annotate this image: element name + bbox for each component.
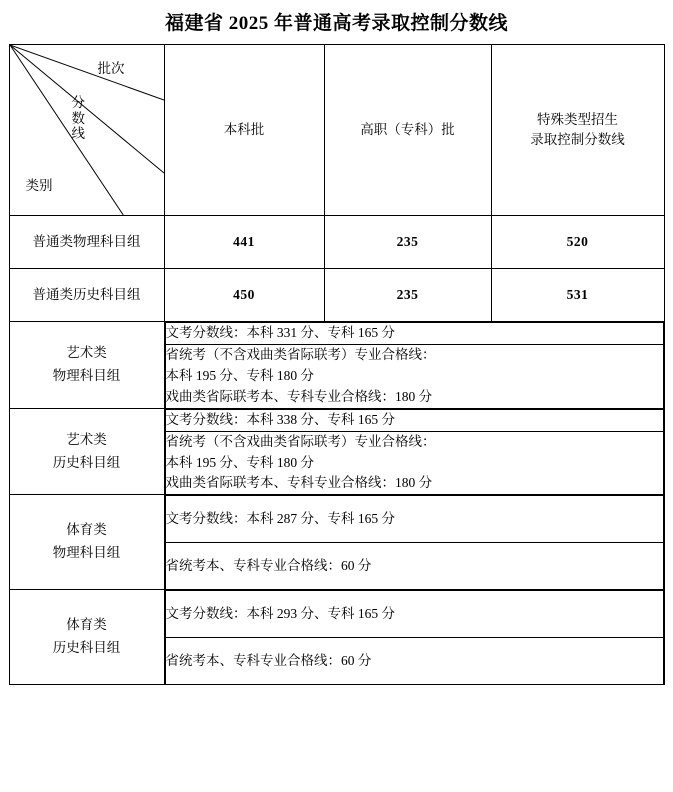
- detail-cell-tiyu-wuli: [164, 495, 664, 590]
- detail-block-wenkao: [165, 591, 663, 638]
- detail-line: 本科 195 分、专科 180 分: [165, 367, 314, 383]
- detail-block-wenkao: [165, 496, 663, 543]
- detail-line: 本科 195 分、专科 180 分: [165, 454, 314, 470]
- detail-block: [165, 409, 663, 431]
- detail-block-zhuanye: [165, 543, 663, 590]
- row-category-yishu-lishi: 艺术类 历史科目组: [9, 408, 164, 495]
- detail-line: 戏曲类省际联考本、专科专业合格线：180 分: [165, 388, 433, 404]
- cell-putong-wuli-benke: 441: [164, 216, 324, 269]
- column-header-gaozhi: 高职（专科）批: [324, 45, 491, 216]
- row-category-yishu-wuli: 艺术类 物理科目组: [9, 322, 164, 409]
- table-row: [9, 495, 664, 590]
- detail-subtable: [165, 322, 664, 408]
- detail-line: 省统考（不含戏曲类省际联考）专业合格线：: [165, 346, 436, 362]
- detail-block: [165, 496, 663, 543]
- detail-block: [165, 431, 663, 494]
- score-line-table: [9, 44, 665, 685]
- row-category-putong-lishi: 普通类历史科目组: [9, 269, 164, 322]
- column-header-teshu: 特殊类型招生 录取控制分数线: [491, 45, 664, 216]
- table-row: [9, 322, 664, 409]
- detail-block-wenkao: [165, 409, 663, 431]
- detail-subtable: [165, 590, 664, 684]
- row-category-tiyu-lishi: 体育类 历史科目组: [9, 590, 164, 685]
- column-header-benke: 本科批: [164, 45, 324, 216]
- detail-cell-tiyu-lishi: [164, 590, 664, 685]
- detail-block: [165, 591, 663, 638]
- detail-block: [165, 543, 663, 590]
- detail-block: [165, 323, 663, 345]
- corner-batch-label: 批次: [97, 61, 125, 76]
- detail-subtable: [165, 409, 664, 495]
- detail-cell-yishu-lishi: [164, 408, 664, 495]
- detail-line: 文考分数线：本科 287 分、专科 165 分: [165, 510, 395, 526]
- detail-line: 文考分数线：本科 338 分、专科 165 分: [165, 411, 395, 427]
- row-category-putong-wuli: 普通类物理科目组: [9, 216, 164, 269]
- detail-block: [165, 344, 663, 407]
- detail-line: 省统考（不含戏曲类省际联考）专业合格线：: [165, 433, 436, 449]
- table-header-row: [9, 45, 664, 216]
- detail-line: 文考分数线：本科 331 分、专科 165 分: [165, 325, 395, 340]
- detail-line: 省统考本、专科专业合格线：60 分: [165, 557, 372, 573]
- page-title: 福建省 2025 年普通高考录取控制分数线: [164, 13, 508, 34]
- cell-putong-wuli-gaozhi: 235: [324, 216, 491, 269]
- table-row: [9, 408, 664, 495]
- detail-block-zhuanye: [165, 344, 663, 407]
- detail-line: 戏曲类省际联考本、专科专业合格线：180 分: [165, 475, 433, 491]
- detail-block-zhuanye: [165, 431, 663, 494]
- detail-subtable: [165, 495, 664, 589]
- detail-line: 省统考本、专科专业合格线：60 分: [165, 652, 372, 668]
- table-row: [9, 216, 664, 269]
- row-category-tiyu-wuli: 体育类 物理科目组: [9, 495, 164, 590]
- cell-putong-lishi-benke: 450: [164, 269, 324, 322]
- cell-putong-lishi-teshu: 531: [491, 269, 664, 322]
- detail-block-wenkao: [165, 323, 663, 345]
- cell-putong-lishi-gaozhi: 235: [324, 269, 491, 322]
- header-corner-cell: [9, 45, 164, 216]
- table-row: [9, 590, 664, 685]
- table-row: [9, 269, 664, 322]
- detail-block-zhuanye: [165, 638, 663, 685]
- detail-block: [165, 638, 663, 685]
- cell-putong-wuli-teshu: 520: [491, 216, 664, 269]
- corner-category-label: 类别: [25, 178, 53, 193]
- corner-score-line-label: 分 数 线: [71, 95, 85, 142]
- detail-line: 文考分数线：本科 293 分、专科 165 分: [165, 605, 395, 621]
- detail-cell-yishu-wuli: [164, 322, 664, 409]
